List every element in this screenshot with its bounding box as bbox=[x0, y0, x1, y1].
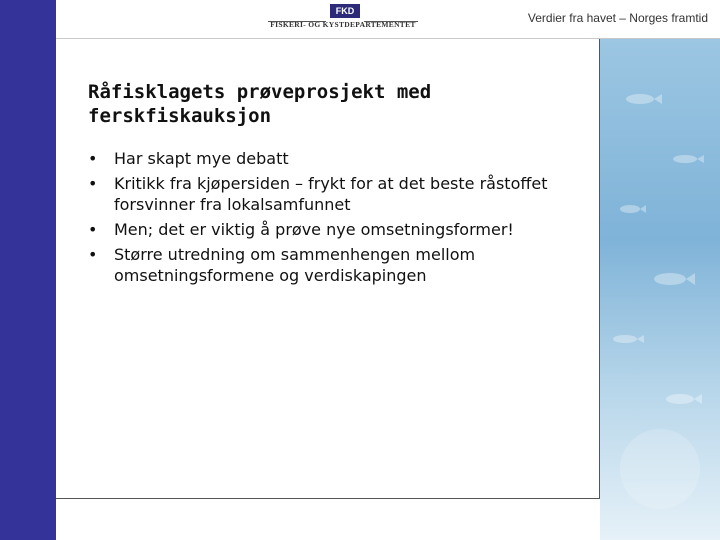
bullet-icon: • bbox=[88, 149, 98, 168]
bullet-icon: • bbox=[88, 245, 98, 264]
bullet-text: Har skapt mye debatt bbox=[114, 149, 289, 168]
list-item bbox=[88, 219, 588, 240]
bullet-text: Større utredning om sammenhengen mellom omsetningsformene og verdiskapingen bbox=[114, 245, 476, 285]
bullet-list bbox=[88, 148, 588, 290]
ministry-logo bbox=[268, 4, 418, 36]
presentation-title: Verdier fra havet – Norges framtid bbox=[527, 11, 708, 25]
list-item bbox=[88, 244, 588, 286]
bullet-text: Kritikk fra kjøpersiden – frykt for at det beste råstoffet forsvinner fra lokalsamfunnet bbox=[114, 174, 548, 214]
slide-title: Råfisklagets prøveprosjekt med ferskfiskauksjon bbox=[88, 81, 432, 127]
list-item bbox=[88, 148, 588, 169]
bullet-text: Men; det er viktig å prøve nye omsetningsformer! bbox=[114, 220, 514, 239]
logo-badge: FKD bbox=[330, 4, 360, 18]
fish-icon bbox=[600, 39, 720, 540]
logo-text: FISKERI- OG KYSTDEPARTEMENTET bbox=[270, 20, 416, 29]
left-decorative-bar bbox=[0, 0, 56, 540]
list-item bbox=[88, 173, 588, 215]
bullet-icon: • bbox=[88, 220, 98, 239]
bullet-icon: • bbox=[88, 174, 98, 193]
fish-decor-panel bbox=[600, 39, 720, 540]
